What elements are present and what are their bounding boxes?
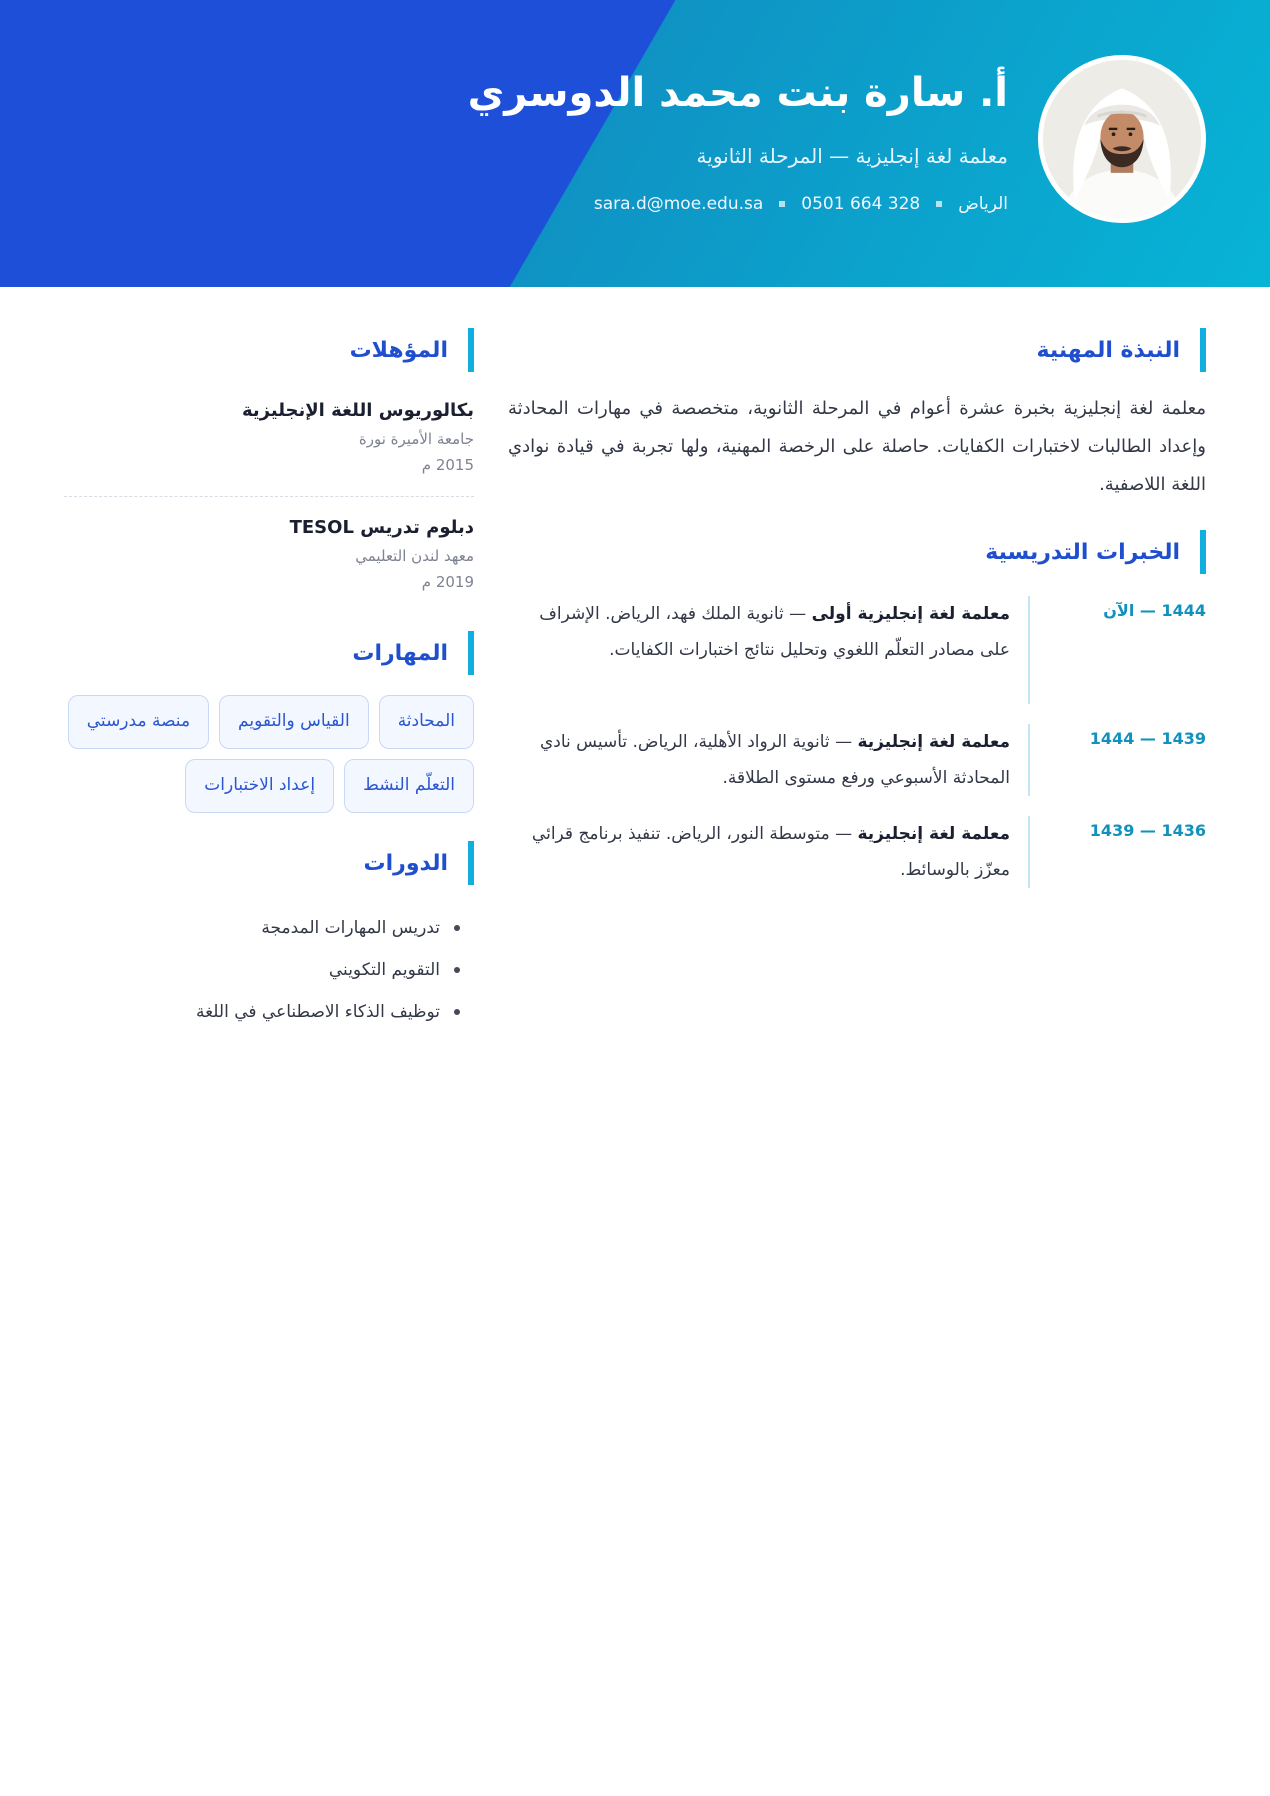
experience-item (508, 596, 1206, 704)
bullet-icon (454, 1009, 460, 1015)
qualification-item (64, 513, 474, 591)
courses-list (64, 907, 474, 1033)
courses-title: الدورات (64, 841, 474, 885)
qualification-degree: دبلوم تدريس TESOL (289, 517, 474, 538)
bullet-icon (454, 967, 460, 973)
side-column (64, 328, 474, 1033)
skills-title: المهارات (64, 631, 474, 675)
bullet-icon (454, 925, 460, 931)
main-column (508, 328, 1206, 888)
experience-item (508, 816, 1206, 888)
experience-job-title: معلمة لغة إنجليزية (857, 824, 1010, 844)
experience-date: 1444 — الآن (1103, 601, 1206, 620)
experience-title: الخبرات التدريسية (508, 530, 1206, 574)
experience-list (508, 596, 1206, 888)
skill-chip: القياس والتقويم (219, 695, 369, 749)
candidate-name: أ. سارة بنت محمد الدوسري (467, 70, 1008, 116)
skills-section (64, 631, 474, 813)
experience-item (508, 724, 1206, 796)
qualifications-title: المؤهلات (64, 328, 474, 372)
experience-description: — ثانوية الرواد الأهلية، الرياض. تأسيس نادي المحادثة الأسبوعي ورفع مستوى الطلاقة. (539, 732, 1010, 788)
skill-chip: المحادثة (379, 695, 474, 749)
contact-email: sara.d@moe.edu.sa (593, 194, 764, 214)
courses-section (64, 841, 474, 1033)
separator-dot-icon (936, 201, 942, 207)
contact-phone: 0501 664 328 (801, 194, 921, 214)
qualification-institution: جامعة الأميرة نورة (358, 430, 474, 448)
contact-line (268, 194, 1008, 214)
skills-list (64, 695, 474, 813)
qualification-item (64, 396, 474, 474)
experience-description: — متوسطة النور، الرياض. تنفيذ برنامج قرائي معزّز بالوسائط. (531, 824, 1010, 880)
experience-body (508, 596, 1030, 704)
summary-text: معلمة لغة إنجليزية بخبرة عشرة أعوام في المرحلة الثانوية، متخصصة في مهارات المحادثة وإعداد الطالبات لاختبارات الكفايات. حاصلة على الرخصة المهنية، ولها تجربة في قيادة نوادي اللغة اللاصفية. (508, 398, 1206, 495)
list-item (64, 991, 474, 1033)
person-photo-icon (1043, 60, 1201, 218)
contact-city: الرياض (958, 194, 1008, 214)
cv-header (0, 0, 1270, 287)
course-name: توظيف الذكاء الاصطناعي في اللغة (195, 1002, 440, 1022)
experience-date: 1439 — 1444 (1089, 729, 1206, 748)
header-text (268, 62, 1008, 214)
list-item (64, 907, 474, 949)
avatar (1038, 55, 1206, 223)
course-name: تدريس المهارات المدمجة (261, 918, 440, 938)
skill-chip: منصة مدرستي (68, 695, 209, 749)
experience-job-title: معلمة لغة إنجليزية (857, 732, 1010, 752)
experience-body (508, 724, 1030, 796)
experience-description: — ثانوية الملك فهد، الرياض. الإشراف على مصادر التعلّم اللغوي وتحليل نتائج اختبارات الكفايات. (539, 604, 1010, 660)
skill-chip: التعلّم النشط (344, 759, 474, 813)
separator-dot-icon (779, 201, 785, 207)
experience-job-title: معلمة لغة إنجليزية أولى (811, 604, 1010, 624)
qualification-institution: معهد لندن التعليمي (355, 547, 474, 565)
candidate-role: معلمة لغة إنجليزية — المرحلة الثانوية (696, 144, 1008, 168)
list-item (64, 949, 474, 991)
skill-chip: إعداد الاختبارات (185, 759, 334, 813)
summary-title: النبذة المهنية (508, 328, 1206, 372)
qualification-year: 2019 م (421, 573, 474, 591)
divider (64, 496, 474, 497)
qualification-degree: بكالوريوس اللغة الإنجليزية (241, 400, 474, 421)
course-name: التقويم التكويني (328, 960, 440, 980)
qualification-year: 2015 م (421, 456, 474, 474)
experience-body (508, 816, 1030, 888)
experience-date: 1436 — 1439 (1089, 821, 1206, 840)
